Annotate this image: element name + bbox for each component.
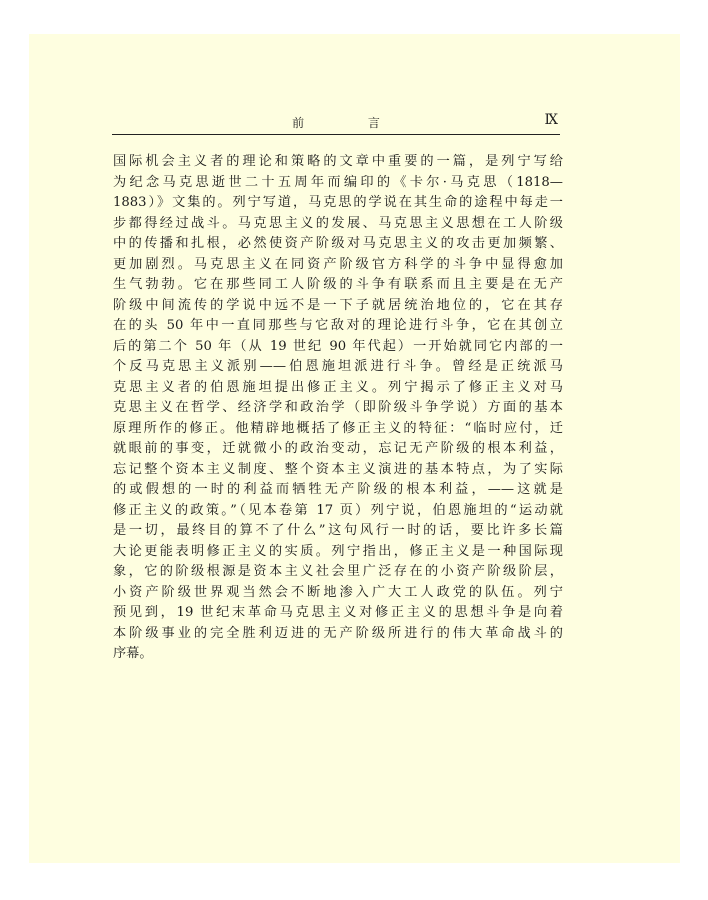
- text-line: 后的第二个 50 年（从 19 世纪 90 年代起）一开始就同它内部的一: [113, 338, 563, 354]
- text-line: 1883）》文集的。列宁写道，马克思的学说在其生命的途程中每走一: [113, 195, 563, 210]
- text-line: 就眼前的事变，迁就微小的政治变动，忘记无产阶级的根本利益，: [113, 441, 563, 456]
- text-line: 克思主义在哲学、经济学和政治学（即阶级斗争学说）方面的基本: [113, 400, 563, 415]
- text-line: 步都得经过战斗。马克思主义的发展、马克思主义思想在工人阶级: [113, 215, 563, 231]
- text-line: 忘记整个资本主义制度、整个资本主义演进的基本特点，为了实际: [113, 461, 563, 477]
- page-header: [112, 112, 560, 135]
- text-line: 克思主义者的伯恩施坦提出修正主义。列宁揭示了修正主义对马: [113, 379, 563, 395]
- text-line: 修正主义的政策。”（见本卷第 17 页）列宁说，伯恩施坦的“运动就: [113, 502, 563, 518]
- text-line: 国际机会主义者的理论和策略的文章中重要的一篇，是列宁写给: [113, 154, 563, 169]
- text-line: 本阶级事业的完全胜利迈进的无产阶级所进行的伟大革命战斗的: [113, 625, 563, 641]
- running-title: 前 言: [292, 116, 410, 130]
- text-line: 在的头 50 年中一直同那些与它敌对的理论进行斗争，它在其创立: [113, 318, 563, 333]
- text-line: 小资产阶级世界观当然会不断地渗入广大工人政党的队伍。列宁: [113, 584, 563, 600]
- text-line: 生气勃勃。它在那些同工人阶级的斗争有联系而且主要是在无产: [113, 277, 563, 292]
- text-line: 为纪念马克思逝世二十五周年而编印的《卡尔·马克思（1818—: [113, 174, 563, 190]
- body-text: [113, 152, 563, 665]
- text-line: 的或假想的一时的利益而牺牲无产阶级的根本利益，——这就是: [113, 482, 563, 497]
- page-number: Ⅸ: [544, 112, 558, 128]
- text-line: 象，它的阶级根源是资本主义社会里广泛存在的小资产阶级阶层，: [113, 564, 563, 579]
- text-line: 序幕。: [113, 646, 153, 661]
- text-line: 中的传播和扎根，必然使资产阶级对马克思主义的攻击更加频繁、: [113, 236, 563, 251]
- text-line: 预见到，19 世纪末革命马克思主义对修正主义的思想斗争是向着: [113, 605, 563, 620]
- text-line: 原理所作的修正。他精辟地概括了修正主义的特征：“临时应付，迁: [113, 420, 563, 436]
- text-line: 更加剧烈。马克思主义在同资产阶级官方科学的斗争中显得愈加: [113, 256, 563, 272]
- text-line: 是一切，最终目的算不了什么”这句风行一时的话，要比许多长篇: [113, 523, 563, 538]
- text-line: 个反马克思主义派别——伯恩施坦派进行斗争。曾经是正统派马: [113, 359, 563, 374]
- text-line: 大论更能表明修正主义的实质。列宁指出，修正主义是一种国际现: [113, 543, 563, 559]
- text-line: 阶级中间流传的学说中远不是一下子就居统治地位的，它在其存: [113, 297, 563, 313]
